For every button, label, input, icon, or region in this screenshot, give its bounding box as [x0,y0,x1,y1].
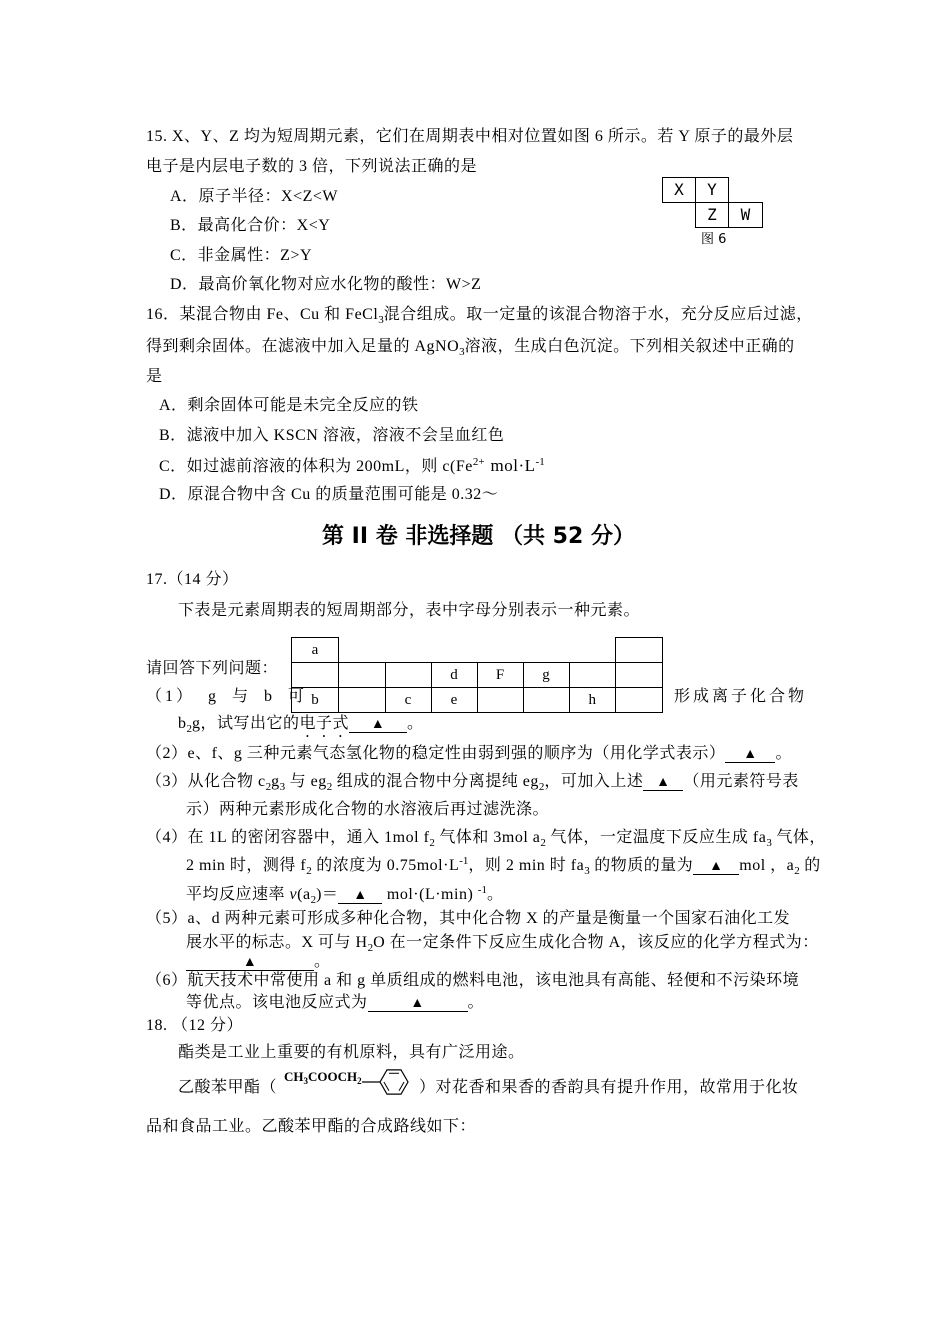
subscript: 2 [367,942,374,954]
benzyl-acetate-formula [284,1069,362,1086]
table-cell [385,638,431,663]
table-cell [616,663,663,688]
text: 展水平的标志。X 可与 H [186,934,368,951]
table-cell [569,663,616,688]
superscript: -1 [459,855,469,867]
q17-p5-line2 [186,934,819,953]
q17-p4-line3 [186,886,503,905]
q17-p4-line2 [186,857,821,876]
q15-option-b: B．最高化合价：X<Y [170,217,331,234]
q17-p1-right: 形成离子化合物 [674,688,808,705]
subscript: 2 [794,865,800,877]
table-cell [292,663,339,688]
subscript: 2 [429,837,435,849]
text: 与 eg [285,773,327,790]
text: 的物质的量为 [589,857,694,874]
q17-p3-line2: 示）两种元素形成化合物的水溶液后再过滤洗涤。 [186,801,550,818]
figure-cell-y: Y [695,177,729,203]
subscript: 3 [459,346,465,358]
q16-stem-line1 [146,306,813,325]
q15-stem-line2: 电子是内层电子数的 3 倍，下列说法正确的是 [146,158,478,175]
q17-p4-line1 [146,829,826,848]
text: 2 min 时，测得 f [186,857,307,874]
superscript: -1 [535,456,545,468]
q15-stem-line1: 15. X、Y、Z 均为短周期元素，它们在周期表中相对位置如图 6 所示。若 Y 原子的最外层 [146,128,794,145]
table-cell: g [523,663,569,688]
table-cell [616,638,663,663]
q17-intro: 下表是元素周期表的短周期部分，表中字母分别表示一种元素。 [178,602,641,619]
figure-cell-z: Z [695,202,729,228]
subscript: 2 [540,837,546,849]
text: g，试写出它的 [192,715,300,732]
text: b [178,715,187,732]
text: （3）从化合物 c [146,773,266,790]
answer-blank: ▲ [725,747,775,763]
answer-blank: ▲ [693,859,739,875]
table-cell [569,638,616,663]
q16-option-c [159,457,545,477]
q15-option-c: C．非金属性：Z>Y [170,247,313,264]
text: mol ，a [739,857,795,874]
table-cell [339,663,386,688]
table-row [292,638,663,663]
table-cell [616,688,663,713]
subscript: 2 [357,1076,362,1086]
text: ，则 2 min 时 fa [468,857,585,874]
q16-stem-line3: 是 [146,368,163,385]
section-heading: 第 II 卷 非选择题 （共 52 分） [322,524,635,549]
text: mol·(L·min) [382,886,478,903]
subscript: 3 [303,1076,308,1086]
table-cell: c [385,688,431,713]
table-row [292,663,663,688]
q17-p5-line3 [186,953,331,971]
text: 的 [799,857,821,874]
text: ，可加入上述 [544,773,644,790]
text: )＝ [316,886,339,903]
answer-blank: ▲ [186,955,314,971]
text: 溶液，生成白色沉淀。下列相关叙述中正确的 [464,338,795,355]
subscript: 2 [265,781,272,793]
benzene-ring-icon [362,1066,412,1100]
q16-option-a: A．剩余固体可能是未完全反应的铁 [159,397,419,414]
emphasized-text: 电子式 [299,715,350,732]
table-cell: F [477,663,523,688]
periodic-table [291,637,663,713]
q17-p5-line1: （5）a、d 两种元素可形成多种化合物，其中化合物 X 的产量是衡量一个国家石油化工发 [146,910,791,927]
text: 平均反应速率 [186,886,290,903]
subscript: 2 [306,865,312,877]
table-cell [523,638,569,663]
q17-p3-line1 [146,773,799,792]
subscript: 3 [584,865,590,877]
figure-cell-w: W [728,202,763,228]
q18-line3: 品和食品工业。乙酸苯甲酯的合成路线如下： [146,1118,477,1135]
text: 气体，一定温度下反应生成 fa [545,829,767,846]
q18-line2-start: 乙酸苯甲酯（ [178,1079,278,1096]
subscript: 3 [766,837,772,849]
table-cell: b [292,688,339,713]
q18-header: 18. （12 分） [146,1017,244,1034]
text: 。 [407,715,424,732]
subscript: 2 [538,781,545,793]
q16-option-b: B．滤液中加入 KSCN 溶液，溶液不会呈血红色 [159,427,505,444]
table-row [292,688,663,713]
answer-blank: ▲ [643,775,683,791]
table-cell [523,688,569,713]
figure-caption: 图 6 [701,232,727,247]
q15-option-a: A．原子半径：X<Z<W [170,188,339,205]
text: （2）e、f、g 三种元素气态氢化物的稳定性由弱到强的顺序为（用化学式表示） [146,745,726,762]
table-cell [339,638,386,663]
q18-line1: 酯类是工业上重要的有机原料，具有广泛用途。 [178,1044,525,1061]
text: 。 [486,886,504,903]
text: COOCH [308,1069,358,1084]
subscript: 2 [326,781,333,793]
text: 16．某混合物由 Fe、Cu 和 FeCl [146,306,379,323]
text: 混合组成。取一定量的该混合物溶于水，充分反应后过滤， [383,306,813,323]
text: O 在一定条件下反应生成化合物 A，该反应的化学方程式为： [373,934,819,951]
subscript: 2 [310,894,317,906]
q16-option-d: D．原混合物中含 Cu 的质量范围可能是 0.32～ [159,486,499,503]
table-cell: d [431,663,477,688]
q18-line2-end: ）对花香和果香的香韵具有提升作用，故常用于化妆 [419,1079,799,1096]
q17-prompt: 请回答下列问题： [146,660,279,677]
text: g [271,773,280,790]
q16-stem-line2 [146,338,795,357]
answer-blank: ▲ [349,717,407,733]
table-cell [477,688,523,713]
text: （用元素符号表 [683,773,799,790]
q17-p1-line2 [178,715,424,741]
q17-p1-left: （1） g 与 b 可 [146,688,308,705]
text: 。 [314,953,331,970]
subscript: 3 [279,781,286,793]
table-cell: e [431,688,477,713]
italic-variable: v [289,886,298,903]
table-cell [385,663,431,688]
table-cell [339,688,386,713]
q15-option-d: D．最高价氧化物对应水化物的酸性：W>Z [170,276,482,293]
subscript: 2 [186,723,192,735]
q17-header: 17.（14 分） [146,571,239,588]
q17-p6-line2 [186,994,484,1012]
text: 的浓度为 0.75mol·L [311,857,460,874]
text: C．如过滤前溶液的体积为 200mL，则 c(Fe [159,458,473,475]
q17-p2 [146,745,792,763]
q17-p6-line1: （6）航天技术中常使用 a 和 g 单质组成的燃料电池，该电池具有高能、轻便和不污染环境 [146,972,800,989]
text: 气体和 3mol a [434,829,541,846]
figure-cell-x: X [662,177,696,203]
table-cell: a [292,638,339,663]
text: 等优点。该电池反应式为 [186,994,368,1011]
unit: mol·L [490,456,536,475]
subscript: 3 [378,314,384,326]
text: CH [284,1069,304,1084]
text: 组成的混合物中分离提纯 eg [332,773,539,790]
table-cell: h [569,688,616,713]
text: 得到剩余固体。在滤液中加入足量的 AgNO [146,338,460,355]
table-cell [477,638,523,663]
text: (a [297,886,311,903]
text: （4）在 1L 的密闭容器中，通入 1mol f [146,829,430,846]
text: 气体， [771,829,826,846]
superscript: 2+ [472,456,485,468]
table-cell [431,638,477,663]
text: 。 [775,745,792,762]
superscript: -1 [477,884,487,896]
answer-blank: ▲ [338,888,382,904]
answer-blank: ▲ [368,996,468,1012]
text: 。 [467,994,485,1011]
